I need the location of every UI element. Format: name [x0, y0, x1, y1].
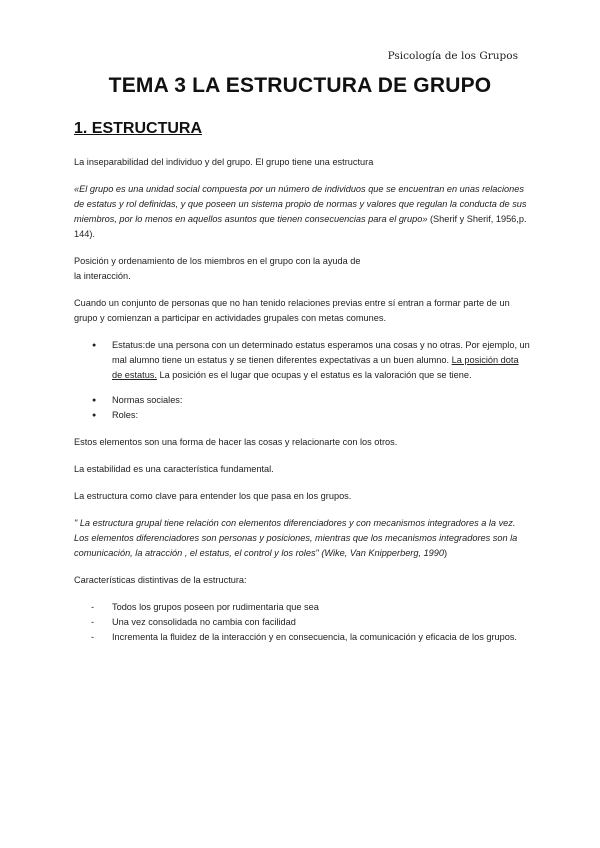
page-title: TEMA 3 LA ESTRUCTURA DE GRUPO	[108, 74, 492, 97]
dash-item: - Todos los grupos poseen por rudimentaria que sea	[112, 600, 530, 615]
quote-reference: (Sherif y Sherif, 1956,p. 144).	[74, 214, 527, 239]
paragraph-clave: La estructura como clave para entender los que pasa en los grupos.	[74, 491, 352, 501]
quote-text: «El grupo es una unidad social compuesta por un número de individuos que se encuentran en unas relaciones de estatus y rol definidas, y que poseen un sistema propio de normas y valores que regulan la conducta de sus miembros, por lo menos en aquellos asuntos que tienen consecuencias para el grupo»	[74, 184, 527, 224]
paragraph-intro: La inseparabilidad del individuo y del grupo. El grupo tiene una estructura	[74, 157, 374, 167]
estatus-text-b: La posición es el lugar que ocupas y el estatus es la valoración que se tiene.	[156, 370, 472, 380]
bullet-roles: ● Roles:	[112, 408, 530, 423]
paragraph-quote-sherif	[74, 182, 530, 242]
estatus-text-a: Estatus:de una persona con un determinado estatus esperamos una cosas y no otras. Por ejemplo, un mal alumno tiene un estatus y se tienen diferentes expectativas a un buen alumno.	[112, 340, 530, 365]
paragraph-estabilidad: La estabilidad es una característica fundamental.	[74, 464, 274, 474]
document-body	[74, 155, 530, 645]
paragraph-caracteristicas: Características distintivas de la estructura:	[74, 575, 247, 585]
paragraph-posicion	[74, 254, 530, 284]
quote-wike-end: )	[444, 548, 448, 558]
dash-item: - Incrementa la fluidez de la interacción y en consecuencia, la comunicación y eficacia de los grupos.	[112, 630, 530, 645]
paragraph-elementos: Estos elementos son una forma de hacer las cosas y relacionarte con los otros.	[74, 437, 398, 447]
estatus-underlined: La posición dota de estatus.	[112, 355, 519, 380]
bullet-normas: ● Normas sociales:	[112, 393, 530, 408]
bullet-estatus	[112, 338, 530, 383]
posicion-line-2: la interacción.	[74, 271, 131, 281]
section-heading: 1. ESTRUCTURA	[74, 120, 203, 137]
quote-wike-text: " La estructura grupal tiene relación con elementos diferenciadores y con mecanismos integradores a la vez. Los elementos diferenciadores son personas y posiciones, mientras que los mecanismos integradores son la comunicación, la atracción , el estatus, el control y los roles" (Wike, Van Knipperberg, 1990	[74, 518, 518, 558]
posicion-line-1: Posición y ordenamiento de los miembros en el grupo con la ayuda de	[74, 256, 361, 266]
page-header: Psicología de los Grupos	[387, 50, 518, 62]
paragraph-cuando: Cuando un conjunto de personas que no han tenido relaciones previas entre sí entran a formar parte de un grupo y comienzan a participar en actividades grupales con metas comunes.	[74, 298, 510, 323]
dash-item: - Una vez consolidada no cambia con facilidad	[112, 615, 530, 630]
bullet-list	[74, 338, 530, 423]
dash-list	[74, 600, 530, 645]
paragraph-quote-wike	[74, 516, 530, 561]
